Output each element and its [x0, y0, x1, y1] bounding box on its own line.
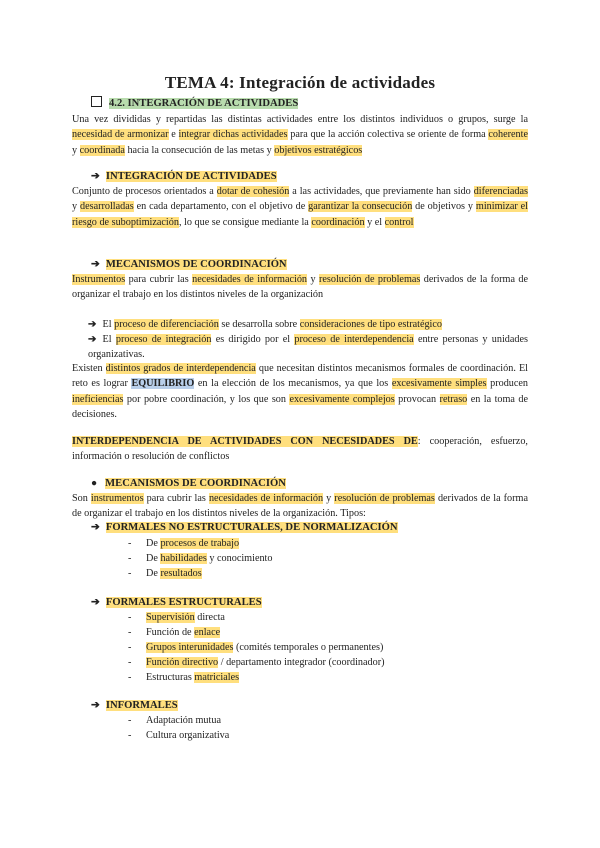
text-run: para cubrir las	[125, 274, 193, 285]
highlighted-text: necesidades de información	[208, 493, 324, 504]
highlighted-text: Supervisión	[146, 612, 195, 623]
bullet-integracion	[88, 332, 528, 363]
list-item: - Función directivo / departamento integrador (coordinador)	[128, 657, 385, 668]
text-run: El	[102, 334, 116, 345]
highlighted-text: control	[384, 216, 414, 228]
text-run: producen	[486, 378, 529, 390]
text-run: en la elección de los mecanismos, ya que los	[194, 378, 392, 390]
highlighted-text: minimizar el riesgo de suboptimización	[72, 201, 528, 228]
text-run: en la toma de decisiones.	[72, 393, 529, 420]
list-item: - De habilidades y conocimiento	[128, 553, 273, 564]
paragraph-interdependencia	[72, 361, 528, 422]
text-run: y	[72, 201, 80, 213]
highlighted-text: procesos de trabajo	[160, 538, 240, 549]
paragraph-mecanismos	[72, 272, 528, 303]
text-run: para cubrir las	[143, 493, 209, 504]
list-item: - Estructuras matriciales	[128, 672, 240, 683]
text-run: y el	[364, 216, 385, 228]
text-run: El	[102, 319, 115, 330]
subheading-text: MECANISMOS DE COORDINACIÓN	[105, 259, 287, 270]
text-run: que necesitan distintos mecanismos formales de coordinación. El reto es lograr	[72, 363, 529, 390]
text-run: a las actividades, que previamente han sido	[289, 186, 474, 197]
inline-heading: INTERDEPENDENCIA DE ACTIVIDADES CON NECESIDADES DE	[72, 436, 418, 447]
subheading-mecanismos	[91, 257, 287, 272]
list-item: - Cultura organizativa	[128, 730, 230, 741]
text-run: directa	[194, 612, 225, 623]
text-run: De	[146, 538, 161, 549]
highlighted-text: Grupos interunidades	[146, 642, 234, 653]
highlighted-text: Instrumentos	[72, 274, 126, 285]
group-heading-informales	[91, 698, 178, 713]
arrow-right-icon: ➔	[88, 334, 97, 345]
section-heading-text: 4.2. INTEGRACIÓN DE ACTIVIDADES	[109, 98, 299, 109]
text-run: y conocimiento	[206, 553, 273, 564]
text-run: (comités temporales o permanentes)	[233, 642, 384, 653]
arrow-right-icon: ➔	[91, 597, 100, 608]
highlighted-text: ineficiencias	[72, 393, 124, 405]
highlighted-text-blue: EQUILIBRIO	[131, 378, 195, 390]
paragraph-instrumentos	[72, 491, 528, 522]
text-run: Estructuras	[146, 672, 195, 683]
text-run: y	[307, 274, 319, 285]
text-run: De	[146, 553, 161, 564]
bullet-text	[103, 319, 442, 330]
text-run: por pobre coordinación, y los que son	[123, 393, 290, 405]
highlighted-text: habilidades	[160, 553, 207, 564]
highlighted-text: matriciales	[194, 672, 240, 683]
subheading-integracion-actividades	[91, 169, 277, 184]
highlighted-text: resolución de problemas	[319, 274, 421, 285]
subheading-mecanismos-2	[91, 476, 286, 491]
highlighted-text: proceso de interdependencia	[294, 334, 414, 345]
arrow-right-icon: ➔	[88, 319, 97, 330]
checkbox-icon	[91, 96, 102, 107]
text-run: provocan	[394, 393, 440, 405]
highlighted-text: resolución de problemas	[334, 493, 435, 504]
text-run: derivados de la forma de organizar el trabajo en los distintos niveles de la organización. Tipos:	[72, 493, 528, 520]
text-run: es dirigido por el	[211, 334, 295, 345]
subheading-text: INTEGRACIÓN DE ACTIVIDADES	[105, 171, 277, 182]
arrow-right-icon: ➔	[91, 522, 100, 533]
group-heading-text: INFORMALES	[105, 700, 178, 711]
text-run: , lo que se consigue mediante la	[178, 216, 312, 228]
text-run: en cada departamento, con el objetivo de	[133, 201, 309, 213]
inline-text: : cooperación, esfuerzo, información o resolución de conflictos	[72, 436, 528, 463]
highlighted-text: Función directivo	[146, 657, 219, 668]
arrow-right-icon: ➔	[91, 259, 100, 270]
list-item: - De procesos de trabajo	[128, 538, 240, 549]
text-run: Adaptación mutua	[146, 715, 221, 726]
text-run: Existen	[72, 363, 106, 374]
text-run: Son	[72, 493, 91, 504]
text-run: Conjunto de procesos orientados a	[72, 186, 217, 197]
highlighted-text: enlace	[194, 627, 221, 638]
group-heading-formales-estructurales	[91, 595, 262, 610]
bullet-diferenciacion	[88, 317, 528, 332]
list-item: - Grupos interunidades (comités temporales o permanentes)	[128, 642, 384, 653]
page-title: TEMA 4: Integración de actividades	[164, 73, 436, 92]
text-run: Una vez divididas y repartidas las distintas actividades entre los distintos individuos o grupos, surge la	[72, 114, 528, 125]
text-run: derivados de la forma de organizar el trabajo en los distintos niveles de la organización	[72, 274, 529, 301]
text-run: hacia la consecución de las metas y	[124, 144, 275, 156]
text-run: y	[323, 493, 335, 504]
highlighted-text: objetivos estratégicos	[274, 144, 363, 156]
highlighted-text: necesidad de armonizar	[72, 129, 169, 141]
paragraph-intro	[72, 112, 528, 158]
text-run: / departamento integrador (coordinador)	[218, 657, 385, 668]
arrow-right-icon: ➔	[91, 700, 100, 711]
highlighted-text: dotar de cohesión	[216, 186, 290, 197]
arrow-right-icon: ➔	[91, 171, 100, 182]
text-run: Función de	[146, 627, 195, 638]
section-heading-integracion	[91, 96, 298, 111]
highlighted-text: excesivamente complejos	[289, 393, 395, 405]
subheading-text: MECANISMOS DE COORDINACIÓN	[105, 478, 286, 489]
text-run: De	[146, 568, 161, 579]
text-run: e	[168, 129, 179, 141]
highlighted-text: coherente	[488, 129, 528, 141]
highlighted-text: garantizar la consecución	[308, 201, 413, 213]
group-heading-text: FORMALES NO ESTRUCTURALES, DE NORMALIZACIÓN	[105, 522, 398, 533]
text-run: se desarrolla sobre	[218, 319, 300, 330]
highlighted-text: proceso de integración	[115, 334, 212, 345]
highlighted-text: integrar dichas actividades	[178, 129, 288, 141]
bullet-text	[88, 334, 528, 360]
highlighted-text: diferenciadas	[473, 186, 528, 197]
list-item: - Supervisión directa	[128, 612, 225, 623]
group-heading-text: FORMALES ESTRUCTURALES	[105, 597, 262, 608]
list-item: - De resultados	[128, 568, 202, 579]
highlighted-text: instrumentos	[90, 493, 144, 504]
text-run: Cultura organizativa	[146, 730, 230, 741]
text-run: para que la acción colectiva se oriente de forma	[287, 129, 489, 141]
list-item: - Adaptación mutua	[128, 715, 221, 726]
highlighted-text: proceso de diferenciación	[114, 319, 219, 330]
highlighted-text: desarrolladas	[79, 201, 134, 213]
highlighted-text: distintos grados de interdependencia	[105, 363, 256, 374]
bullet-dot-icon: ●	[91, 478, 98, 489]
highlighted-text: necesidades de información	[192, 274, 308, 285]
text-run: y	[72, 144, 80, 156]
paragraph-integracion	[72, 184, 528, 230]
highlighted-text: consideraciones de tipo estratégico	[299, 319, 443, 330]
highlighted-text: coordinada	[79, 144, 125, 156]
highlighted-text: resultados	[160, 568, 202, 579]
text-run: entre personas y unidades organizativas.	[88, 334, 528, 361]
list-item: - Función de enlace	[128, 627, 221, 638]
group-heading-formales-no-estructurales	[91, 520, 398, 535]
highlighted-text: coordinación	[311, 216, 365, 228]
highlighted-text: retraso	[439, 393, 468, 405]
text-run: de objetivos y	[412, 201, 476, 213]
paragraph-interdependencia-actividades	[72, 434, 528, 465]
highlighted-text: excesivamente simples	[391, 378, 487, 390]
